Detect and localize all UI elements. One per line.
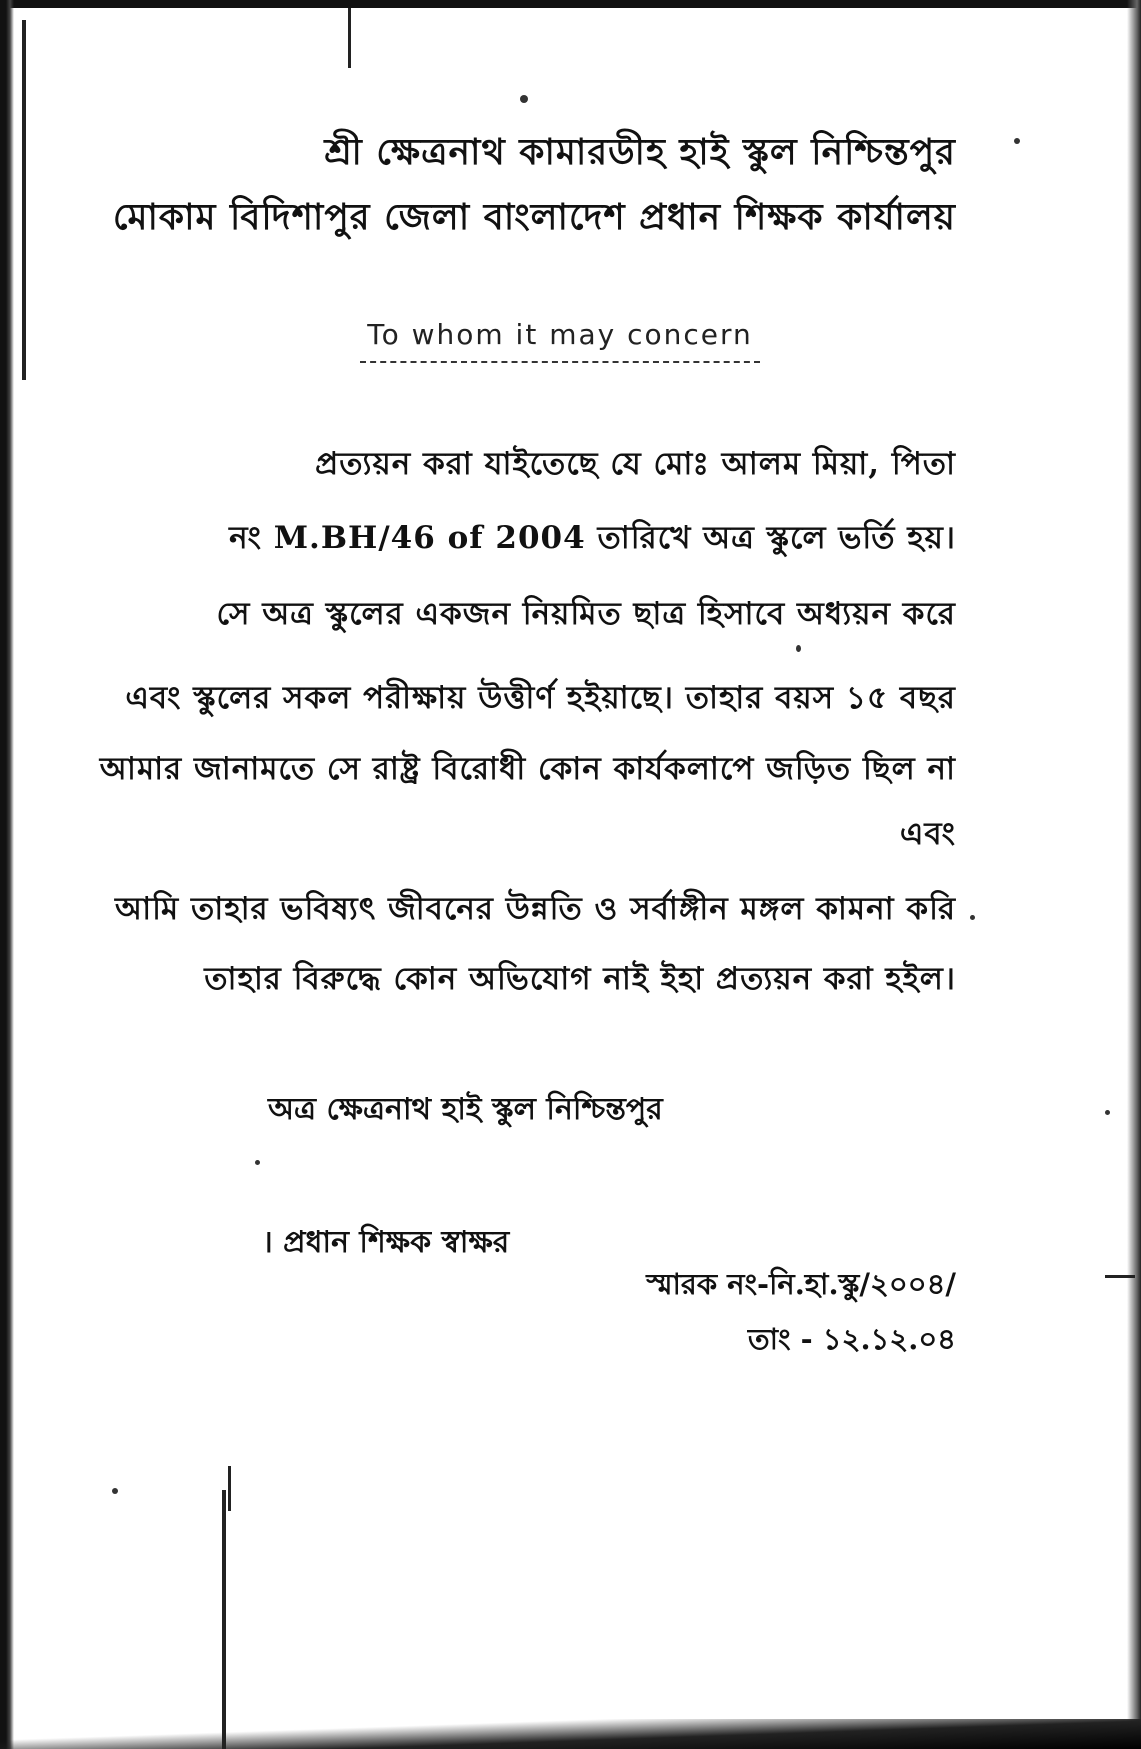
scan-edge-right xyxy=(1127,0,1141,1749)
scan-speck xyxy=(1105,1110,1110,1115)
scan-speck xyxy=(970,915,975,920)
body-line-3: সে অত্র স্কুলের একজন নিয়মিত ছাত্র হিসাবে অধ্যয়ন করে xyxy=(216,596,956,632)
scan-scratch xyxy=(228,1466,231,1511)
body-line-5: আমার জানামতে সে রাষ্ট্র বিরোধী কোন কার্যকলাপে জড়িত ছিল না xyxy=(99,751,956,787)
scan-speck xyxy=(520,95,528,103)
scan-scratch xyxy=(1105,1275,1135,1278)
signature-institution: অত্র ক্ষেত্রনাথ হাই স্কুল নিশ্চিন্তপুর xyxy=(268,1092,663,1127)
scan-scratch xyxy=(22,20,26,380)
body-line-2: নং M.BH/46 of 2004 তারিখে অত্র স্কুলে ভর্তি হয়। xyxy=(229,520,956,556)
scan-edge-left xyxy=(0,0,14,1749)
scan-speck xyxy=(796,645,801,652)
scan-edge-bottom xyxy=(0,1719,1141,1749)
heading-line-2: মোকাম বিদিশাপুর জেলা বাংলাদেশ প্রধান শিক্ষক কার্যালয় xyxy=(112,196,956,238)
scan-edge-top xyxy=(0,0,1141,8)
scan-scratch xyxy=(348,8,351,68)
body-line-1: প্রত্যয়ন করা যাইতেছে যে মোঃ আলম মিয়া, পিতা xyxy=(315,446,956,482)
body-line-7: আমি তাহার ভবিষ্যৎ জীবনের উন্নতি ও সর্বাঙ্গীন মঙ্গল কামনা করি xyxy=(115,891,956,927)
body-line-8: তাহার বিরুদ্ধে কোন অভিযোগ নাই ইহা প্রত্যয়ন করা হইল। xyxy=(204,961,956,997)
heading-line-1: শ্রী ক্ষেত্রনাথ কামারডীহ হাই স্কুল নিশ্চিন্তপুর xyxy=(324,131,956,173)
scan-scratch xyxy=(222,1490,226,1749)
scan-speck xyxy=(1014,138,1020,144)
salutation-underline xyxy=(360,361,760,363)
body-line-4: এবং স্কুলের সকল পরীক্ষায় উত্তীর্ণ হইয়াছে। তাহার বয়স ১৫ বছর xyxy=(125,680,956,716)
salutation: To whom it may concern xyxy=(367,318,753,351)
body-line-6: এবং xyxy=(899,816,956,852)
memo-reference: স্মারক নং-নি.হা.স্কু/২০০৪/ xyxy=(646,1267,956,1301)
scan-speck xyxy=(112,1488,118,1494)
letter-date: তাং - ১২.১২.০৪ xyxy=(747,1322,956,1356)
signature-headmaster: । প্রধান শিক্ষক স্বাক্ষর xyxy=(262,1225,510,1260)
scan-speck xyxy=(255,1160,260,1165)
